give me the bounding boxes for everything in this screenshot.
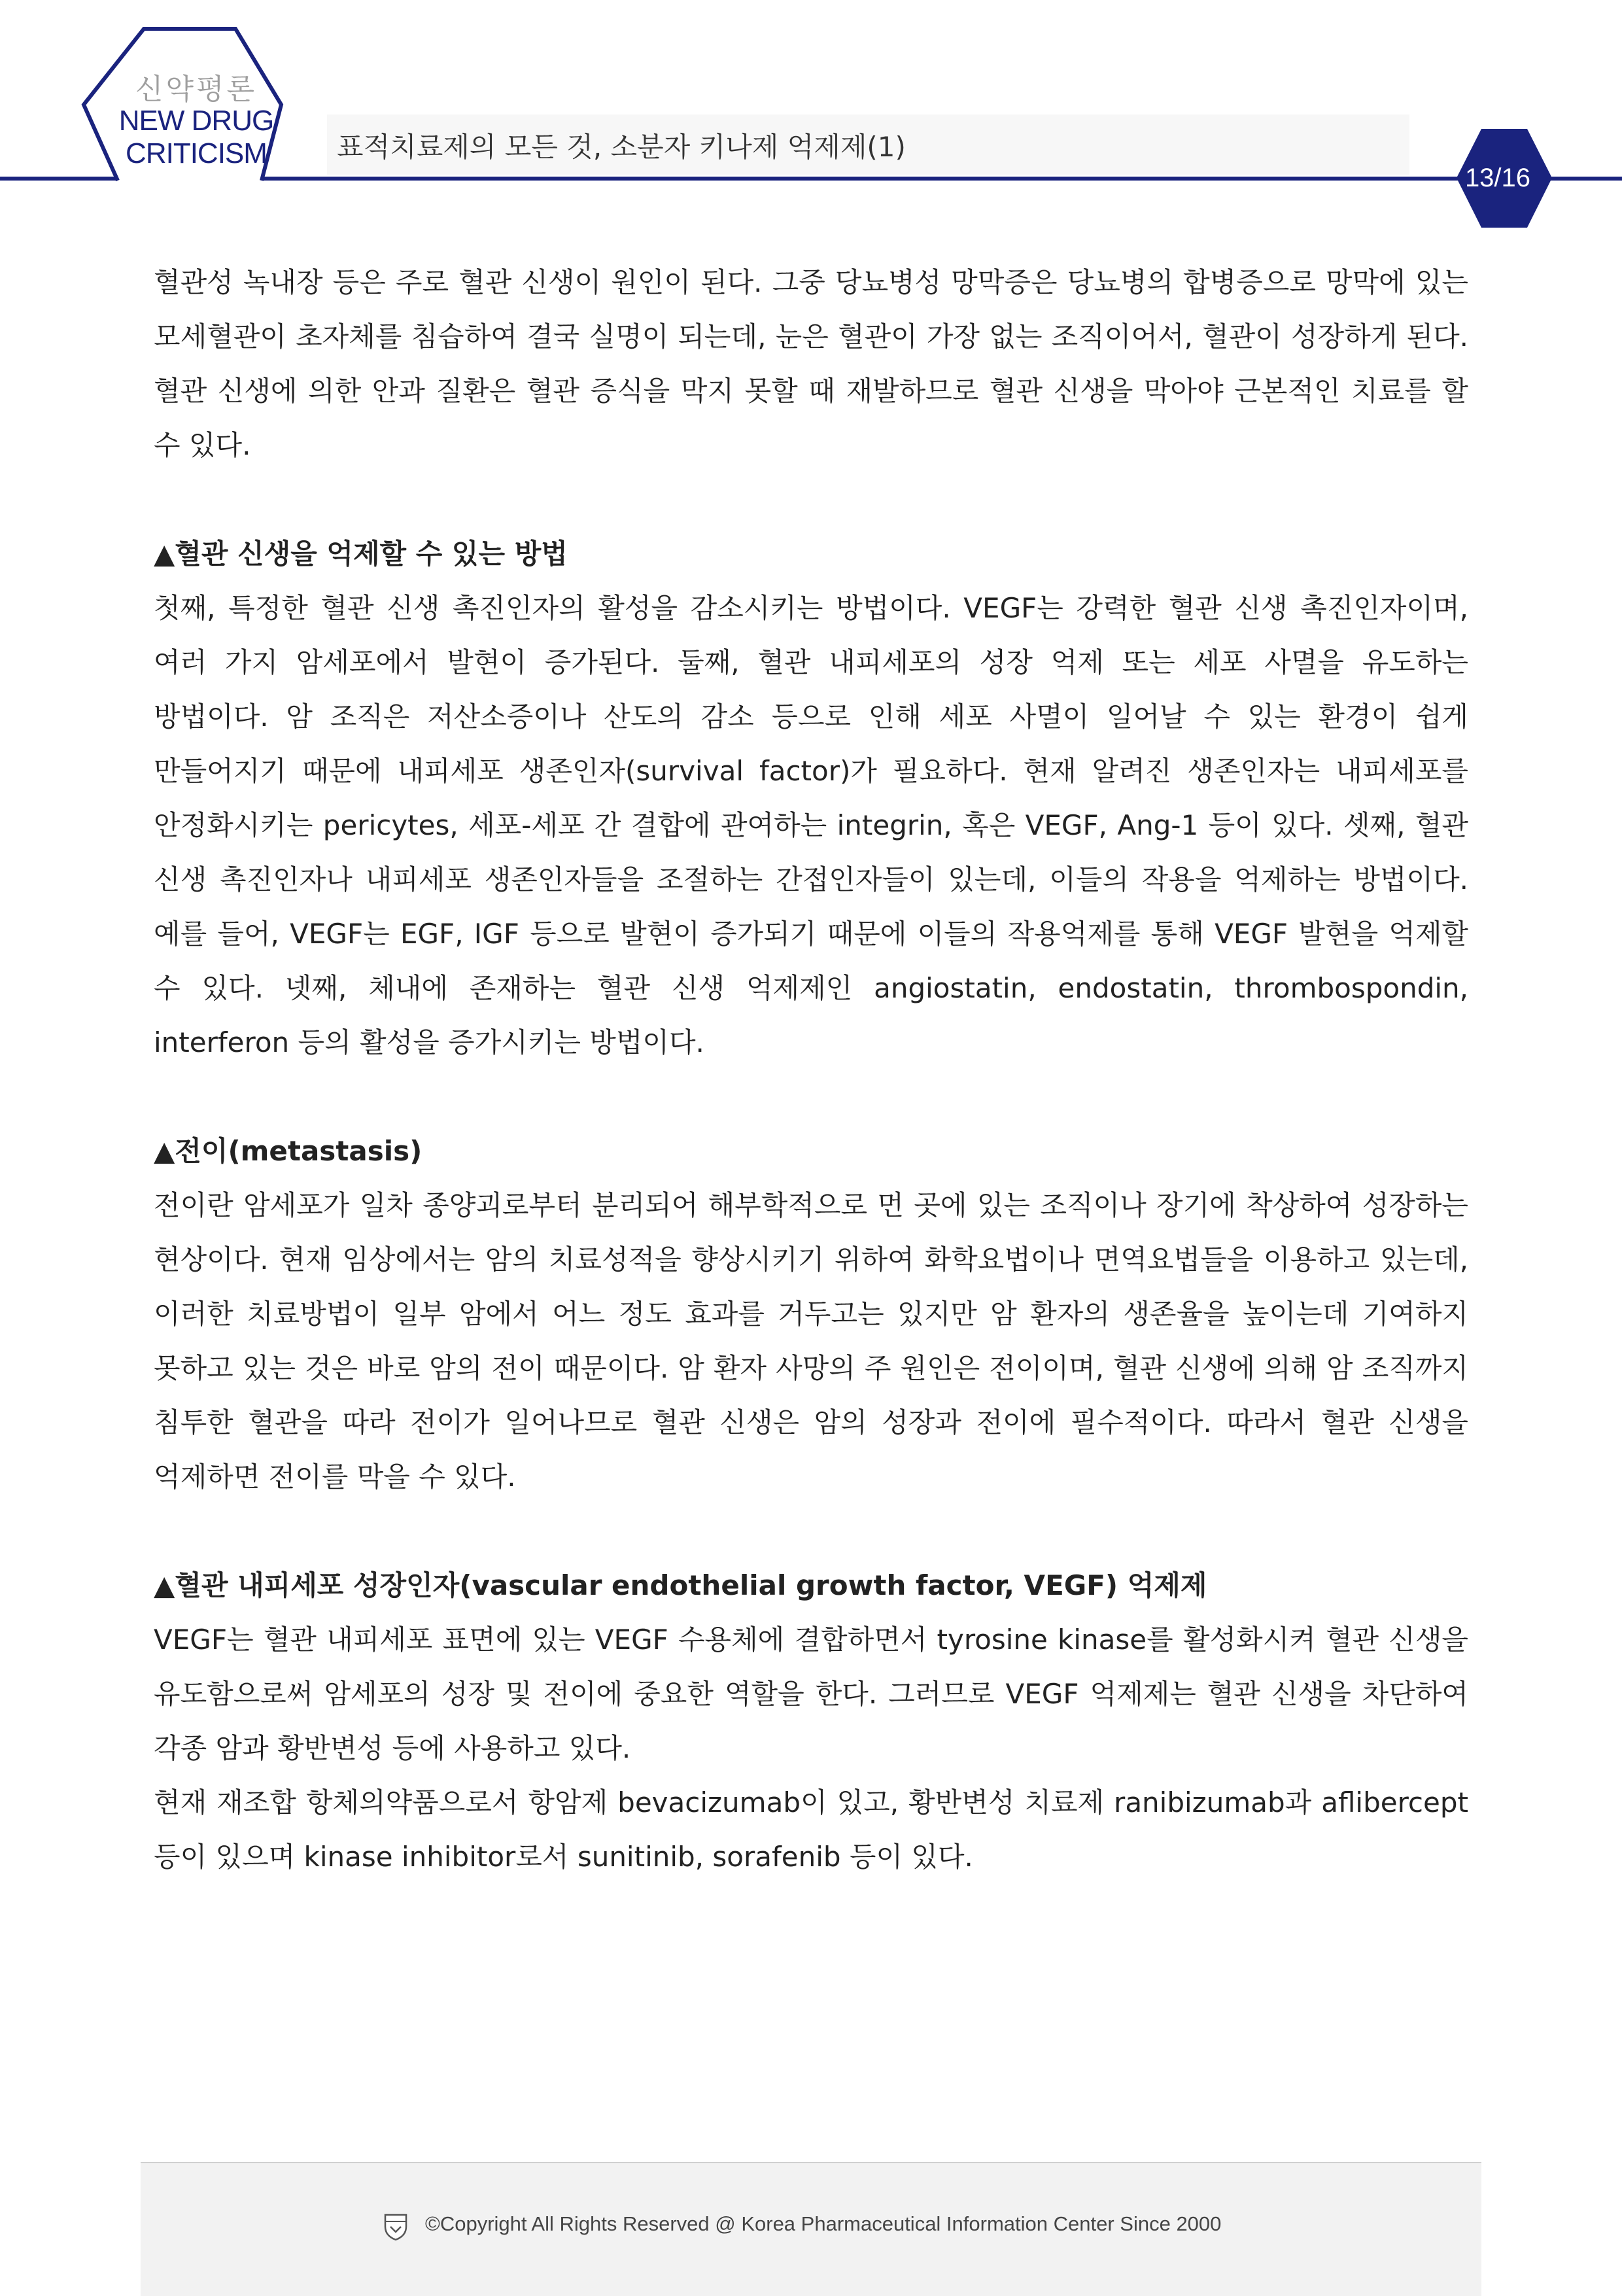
section-heading-metastasis: ▲전이(metastasis) bbox=[154, 1135, 423, 1167]
section-paragraph: 현재 재조합 항체의약품으로서 항암제 bevacizumab이 있고, 황반변성 치료제 ranibizumab과 aflibercept 등이 있으며 kinase inhibitor로서 sunitinib, sorafenib 등이 있다. bbox=[154, 1786, 1468, 1873]
section-paragraph: VEGF는 혈관 내피세포 표면에 있는 VEGF 수용체에 결합하면서 tyrosine kinase를 활성화시켜 혈관 신생을 유도함으로써 암세포의 성장 및 전이에 중요한 역할을 한다. 그러므로 VEGF 억제제는 혈관 신생을 차단하여 각종 암과 황반변성 등에 사용하고 있다. bbox=[154, 1624, 1468, 1764]
section-heading-vegf-inhibitors: ▲혈관 내피세포 성장인자(vascular endothelial growth factor, VEGF) 억제제 bbox=[154, 1569, 1207, 1601]
shield-emblem-icon bbox=[383, 2212, 409, 2241]
document-title: 표적치료제의 모든 것, 소분자 키나제 억제제(1) bbox=[337, 131, 906, 163]
section-heading-angiogenesis-inhibition: ▲혈관 신생을 억제할 수 있는 방법 bbox=[154, 538, 568, 570]
logo-english-line2: CRITICISM bbox=[126, 137, 267, 169]
logo-korean-text: 신약평론 bbox=[135, 73, 257, 105]
logo-english-line1: NEW DRUG bbox=[118, 105, 274, 137]
article-body bbox=[154, 255, 1468, 1884]
page-number: 13/16 bbox=[1464, 164, 1531, 192]
section-paragraph: 전이란 암세포가 일차 종양괴로부터 분리되어 해부학적으로 먼 곳에 있는 조직이나 장기에 착상하여 성장하는 현상이다. 현재 임상에서는 암의 치료성적을 향상시키기 위하여 화학요법이나 면역요법들을 이용하고 있는데, 이러한 치료방법이 일부 암에서 어느 정도 효과를 거두고는 있지만 암 환자의 생존율을 높이는데 기여하지 못하고 있는 것은 바로 암의 전이 때문이다. 암 환자 사망의 주 원인은 전이이며, 혈관 신생에 의해 암 조직까지 침투한 혈관을 따라 전이가 일어나므로 혈관 신생은 암의 성장과 전이에 필수적이다. 따라서 혈관 신생을 억제하면 전이를 막을 수 있다. bbox=[154, 1189, 1468, 1493]
intro-paragraph: 혈관성 녹내장 등은 주로 혈관 신생이 원인이 된다. 그중 당뇨병성 망막증은 당뇨병의 합병증으로 망막에 있는 모세혈관이 초자체를 침습하여 결국 실명이 되는데, 눈은 혈관이 가장 없는 조직이어서, 혈관이 성장하게 된다. 혈관 신생에 의한 안과 질환은 혈관 증식을 막지 못할 때 재발하므로 혈관 신생을 막아야 근본적인 치료를 할 수 있다. bbox=[154, 266, 1468, 461]
footer-copyright: ©Copyright All Rights Reserved @ Korea Pharmaceutical Information Center Since 2000 bbox=[425, 2212, 1222, 2235]
section-paragraph: 첫째, 특정한 혈관 신생 촉진인자의 활성을 감소시키는 방법이다. VEGF는 강력한 혈관 신생 촉진인자이며, 여러 가지 암세포에서 발현이 증가된다. 둘째, 혈관 내피세포의 성장 억제 또는 세포 사멸을 유도하는 방법이다. 암 조직은 저산소증이나 산도의 감소 등으로 인해 세포 사멸이 일어날 수 있는 환경이 쉽게 만들어지기 때문에 내피세포 생존인자(survival factor)가 필요하다. 현재 알려진 생존인자는 내피세포를 안정화시키는 pericytes, 세포-세포 간 결합에 관여하는 integrin, 혹은 VEGF, Ang-1 등이 있다. 셋째, 혈관 신생 촉진인자나 내피세포 생존인자들을 조절하는 간접인자들이 있는데, 이들의 작용을 억제하는 방법이다. 예를 들어, VEGF는 EGF, IGF 등으로 발현이 증가되기 때문에 이들의 작용억제를 통해 VEGF 발현을 억제할 수 있다. 넷째, 체내에 존재하는 혈관 신생 억제제인 angiostatin, endostatin, thrombospondin, interferon 등의 활성을 증가시키는 방법이다. bbox=[154, 592, 1468, 1058]
